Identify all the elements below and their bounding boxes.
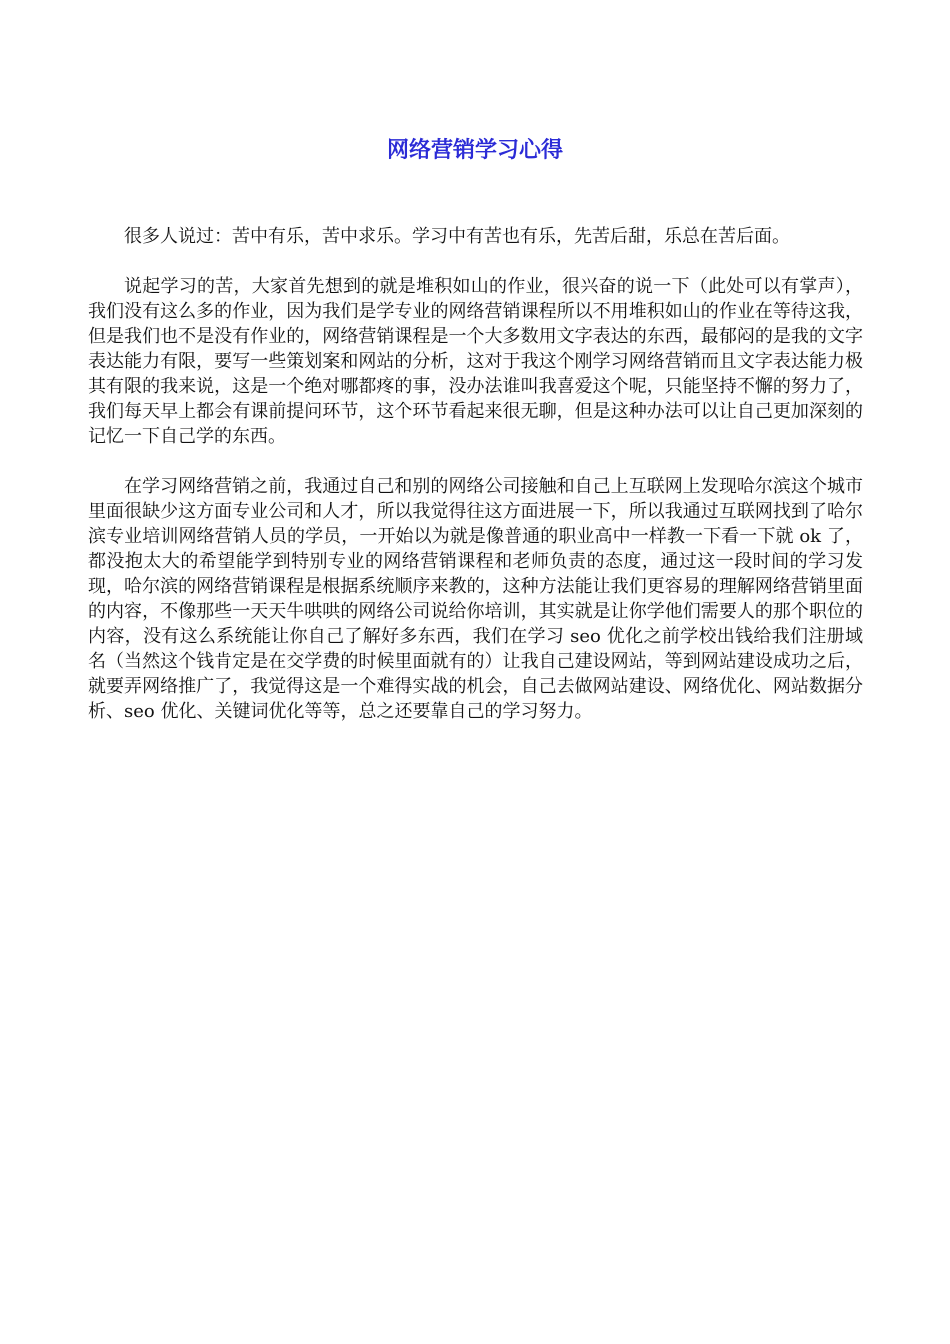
document-title: 网络营销学习心得 [386,138,563,163]
paragraph-3: 在学习网络营销之前，我通过自己和别的网络公司接触和自己上互联网上发现哈尔滨这个城市里面很缺少这方面专业公司和人才，所以我觉得往这方面进展一下，所以我通过互联网找到了哈尔滨专业培训网络营销人员的学员，一开始以为就是像普通的职业高中一样教一下看一下就 ok 了，都没抱太大的希望能学到特别专业的网络营销课程和老师负责的态度，通过这一段时间的学习发现，哈尔滨的网络营销课程是根据系统顺序来教的，这种方法能让我们更容易的理解网络营销里面的内容，不像那些一天天牛哄哄的网络公司说给你培训，其实就是让你学他们需要人的那个职位的内容，没有这么系统能让你自己了解好多东西，我们在学习 seo 优化之前学校出钱给我们注册域名（当然这个钱肯定是在交学费的时候里面就有的）让我自己建设网站，等到网站建设成功之后，就要弄网络推广了，我觉得这是一个难得实战的机会，自己去做网站建设、网络优化、网站数据分析、seo 优化、关键词优化等等，总之还要靠自己的学习努力。 [88,476,863,722]
paragraph-1: 很多人说过：苦中有乐，苦中求乐。学习中有苦也有乐，先苦后甜，乐总在苦后面。 [124,226,790,247]
paragraph-2: 说起学习的苦，大家首先想到的就是堆积如山的作业，很兴奋的说一下（此处可以有掌声），我们没有这么多的作业，因为我们是学专业的网络营销课程所以不用堆积如山的作业在等待这我，但是我们也不是没有作业的，网络营销课程是一个大多数用文字表达的东西，最郁闷的是我的文字表达能力有限，要写一些策划案和网站的分析，这对于我这个刚学习网络营销而且文字表达能力极其有限的我来说，这是一个绝对哪都疼的事，没办法谁叫我喜爱这个呢，只能坚持不懈的努力了，我们每天早上都会有课前提问环节，这个环节看起来很无聊，但是这种办法可以让自己更加深刻的记忆一下自己学的东西。 [88,276,863,447]
document-body [88,224,863,749]
